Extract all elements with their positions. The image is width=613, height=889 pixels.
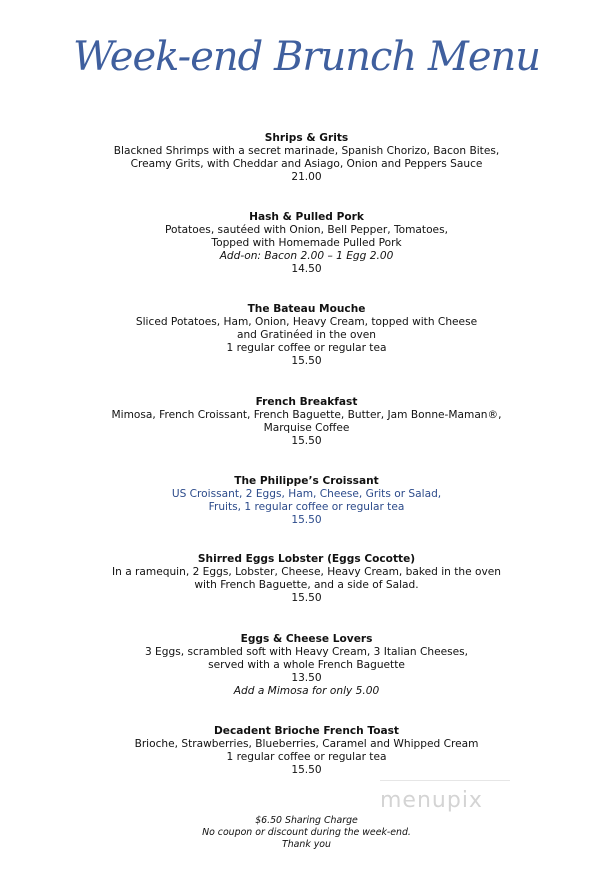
- item-description: 1 regular coffee or regular tea: [226, 751, 387, 763]
- menu-item-eggs-cheese-lovers: [0, 633, 613, 698]
- item-price: 15.50: [291, 355, 322, 367]
- menu-item-french-breakfast: [0, 396, 613, 448]
- item-description: Mimosa, French Croissant, French Baguette, Butter, Jam Bonne-Maman®,: [111, 409, 502, 421]
- item-name: Decadent Brioche French Toast: [213, 725, 399, 737]
- item-description: Sliced Potatoes, Ham, Onion, Heavy Cream, topped with Cheese: [135, 316, 478, 328]
- item-name: Shirred Eggs Lobster (Eggs Cocotte): [197, 553, 416, 565]
- item-name: The Bateau Mouche: [247, 303, 366, 315]
- sharing-charge-note: $6.50 Sharing Charge: [255, 815, 358, 826]
- menu-item-bateau-mouche: [0, 303, 613, 368]
- item-price: 15.50: [291, 514, 322, 526]
- item-price: 21.00: [291, 171, 322, 183]
- item-description: served with a whole French Baguette: [208, 659, 405, 671]
- item-price: 13.50: [291, 672, 322, 684]
- item-price: 15.50: [291, 435, 322, 447]
- item-note: Add a Mimosa for only 5.00: [233, 685, 380, 697]
- thank-you-note: Thank you: [282, 839, 331, 850]
- item-price: 14.50: [291, 263, 322, 275]
- item-description: Fruits, 1 regular coffee or regular tea: [208, 501, 405, 513]
- item-name: The Philippe’s Croissant: [234, 475, 379, 487]
- item-name: French Breakfast: [255, 396, 358, 408]
- item-description: 3 Eggs, scrambled soft with Heavy Cream, 3 Italian Cheeses,: [144, 646, 469, 658]
- item-description: Blackned Shrimps with a secret marinade, Spanish Chorizo, Bacon Bites,: [113, 145, 500, 157]
- item-name: Shrips & Grits: [264, 132, 349, 144]
- menu-item-hash-pulled-pork: [0, 211, 613, 276]
- item-description: Potatoes, sautéed with Onion, Bell Pepper, Tomatoes,: [165, 224, 448, 236]
- menu-item-philippes-croissant: [0, 475, 613, 527]
- menu-item-brioche-french-toast: [0, 725, 613, 777]
- item-description: and Gratinéed in the oven: [236, 329, 377, 341]
- coupon-note: No coupon or discount during the week-end.: [202, 827, 411, 838]
- item-addon: Add-on: Bacon 2.00 – 1 Egg 2.00: [219, 250, 394, 262]
- item-description: US Croissant, 2 Eggs, Ham, Cheese, Grits or Salad,: [171, 488, 442, 500]
- item-name: Eggs & Cheese Lovers: [240, 633, 373, 645]
- menu-title: Week-end Brunch Menu: [72, 34, 541, 80]
- item-description: Marquise Coffee: [263, 422, 350, 434]
- menu-item-shrimps-grits: [0, 132, 613, 184]
- menupix-watermark: menupix: [380, 788, 483, 813]
- watermark-rule: [380, 780, 510, 781]
- item-description: with French Baguette, and a side of Salad.: [194, 579, 419, 591]
- item-description: 1 regular coffee or regular tea: [226, 342, 387, 354]
- item-description: In a ramequin, 2 Eggs, Lobster, Cheese, Heavy Cream, baked in the oven: [111, 566, 501, 578]
- menu-footer: [0, 815, 613, 851]
- item-name: Hash & Pulled Pork: [249, 211, 364, 223]
- menu-item-shirred-eggs-lobster: [0, 553, 613, 605]
- item-description: Creamy Grits, with Cheddar and Asiago, Onion and Peppers Sauce: [130, 158, 483, 170]
- item-description: Topped with Homemade Pulled Pork: [211, 237, 402, 249]
- item-price: 15.50: [291, 592, 322, 604]
- item-price: 15.50: [291, 764, 322, 776]
- item-description: Brioche, Strawberries, Blueberries, Caramel and Whipped Cream: [134, 738, 479, 750]
